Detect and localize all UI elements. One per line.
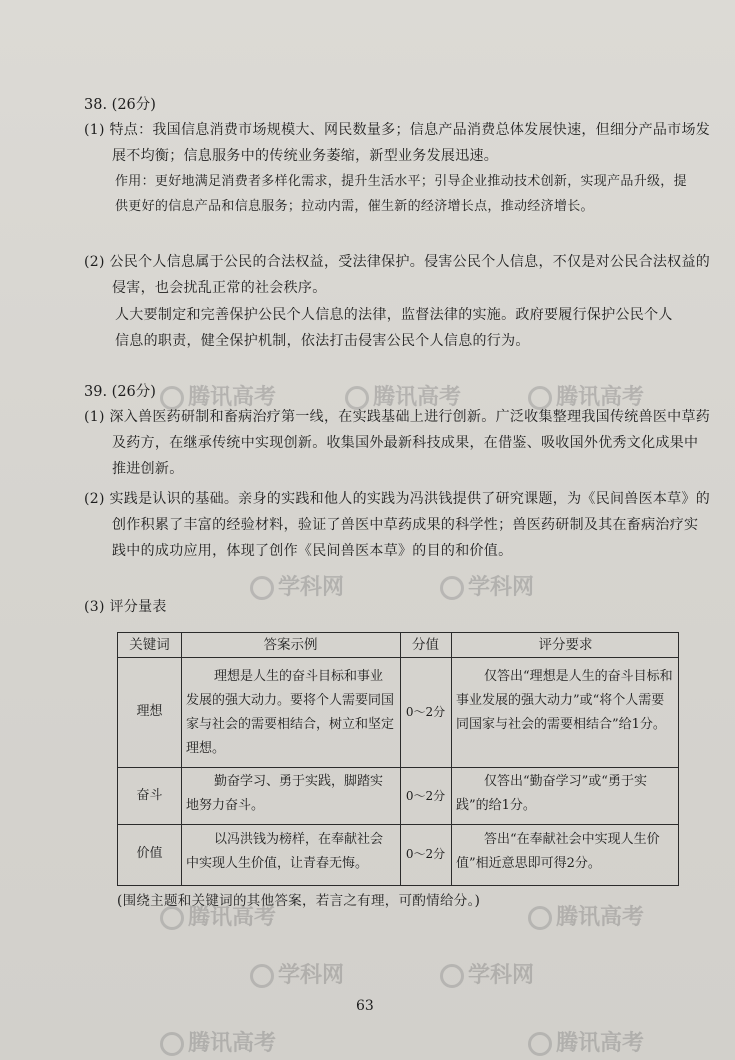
tencent-logo-icon (528, 1032, 552, 1056)
scoring-table (117, 632, 679, 886)
table-row-3-keyword: 价值 (136, 846, 163, 861)
table-header-criteria: 评分要求 (538, 637, 593, 653)
table-header-example: 答案示例 (263, 637, 318, 653)
watermark-tencent-6: 腾讯高考 (160, 1026, 276, 1057)
watermark-tencent-3: 腾讯高考 (528, 380, 644, 411)
q38-title: 38. (26分) (84, 97, 156, 113)
table-row-1-example: 理想是人生的奋斗目标和事业发展的强大动力。要将个人需要同国家与社会的需要相结合，树立和坚定理想。 (186, 669, 395, 756)
table-row-2-example: 勤奋学习、勇于实践，脚踏实地努力奋斗。 (186, 774, 384, 813)
watermark-xuekewang-1: 学科网 (250, 570, 344, 601)
table-row-2-score: 0～2分 (405, 788, 446, 803)
watermark-tencent-7: 腾讯高考 (528, 1026, 644, 1057)
q39-part2: (2) 实践是认识的基础。亲身的实践和他人的实践为冯洪钱提供了研究课题，为《民间兽医本草》的创作积累了丰富的经验材料，验证了兽医中草药成果的科学性；兽医药研制及其在畜病治疗实践中的成功应用，体现了创作《民间兽医本草》的目的和价值。 (84, 491, 711, 559)
table-row-3-score: 0～2分 (405, 847, 446, 861)
watermark-tencent-4: 腾讯高考 (160, 900, 276, 931)
q39-part3-title: (3) 评分量表 (84, 599, 167, 615)
watermark-xuekewang-3: 学科网 (250, 958, 344, 989)
page-number: 63 (356, 998, 374, 1014)
table-row-1-keyword: 理想 (136, 704, 163, 719)
q38-part2: (2) 公民个人信息属于公民的合法权益，受法律保护。侵害公民个人信息，不仅是对公民合法权益的侵害，也会扰乱正常的社会秩序。 (84, 254, 711, 296)
watermark-xuekewang-4: 学科网 (440, 958, 534, 989)
q39-title: 39. (26分) (84, 384, 156, 400)
watermark-tencent-2: 腾讯高考 (345, 380, 461, 411)
q38-part2-b: 人大要制定和完善保护公民个人信息的法律，监督法律的实施。政府要履行保护公民个人信息的职责，健全保护机制，依法打击侵害公民个人信息的行为。 (115, 307, 673, 349)
table-row-1-score: 0～2分 (405, 705, 446, 719)
xuekewang-logo-icon (250, 964, 274, 988)
table-row-2-keyword: 奋斗 (136, 787, 163, 803)
xuekewang-logo-icon (440, 964, 464, 988)
watermark-tencent-1: 腾讯高考 (160, 380, 276, 411)
table-header-score: 分值 (412, 637, 439, 653)
q38-part1-effect: 作用：更好地满足消费者多样化需求，提升生活水平；引导企业推动技术创新，实现产品升级，提供更好的信息产品和信息服务；拉动内需，催生新的经济增长点，推动经济增长。 (115, 174, 687, 214)
table-header-keyword: 关键词 (129, 637, 170, 653)
table-row-2-criteria: 仅答出“勤奋学习”或“勇于实践”的给1分。 (456, 774, 647, 813)
q39-part1: (1) 深入兽医药研制和畜病治疗第一线，在实践基础上进行创新。广泛收集整理我国传统兽医中草药及药方，在继承传统中实现创新。收集国外最新科技成果，在借鉴、吸收国外优秀文化成果中推进创新。 (84, 409, 711, 477)
watermark-tencent-5: 腾讯高考 (528, 900, 644, 931)
tencent-logo-icon (160, 1032, 184, 1056)
tencent-logo-icon (528, 906, 552, 930)
table-row-3-criteria: 答出“在奉献社会中实现人生价值”相近意思即可得2分。 (456, 832, 660, 871)
watermark-xuekewang-2: 学科网 (440, 570, 534, 601)
q38-part1-features: (1) 特点：我国信息消费市场规模大、网民数量多；信息产品消费总体发展快速，但细分产品市场发展不均衡；信息服务中的传统业务萎缩，新型业务发展迅速。 (84, 122, 711, 164)
table-note: (围绕主题和关键词的其他答案，若言之有理，可酌情给分。) (117, 893, 481, 909)
xuekewang-logo-icon (250, 576, 274, 600)
xuekewang-logo-icon (440, 576, 464, 600)
table-row-1-criteria: 仅答出“理想是人生的奋斗目标和事业发展的强大动力”或“将个人需要同国家与社会的需要相结合”给1分。 (456, 669, 673, 732)
table-row-3-example: 以冯洪钱为榜样，在奉献社会中实现人生价值，让青春无悔。 (186, 832, 384, 871)
